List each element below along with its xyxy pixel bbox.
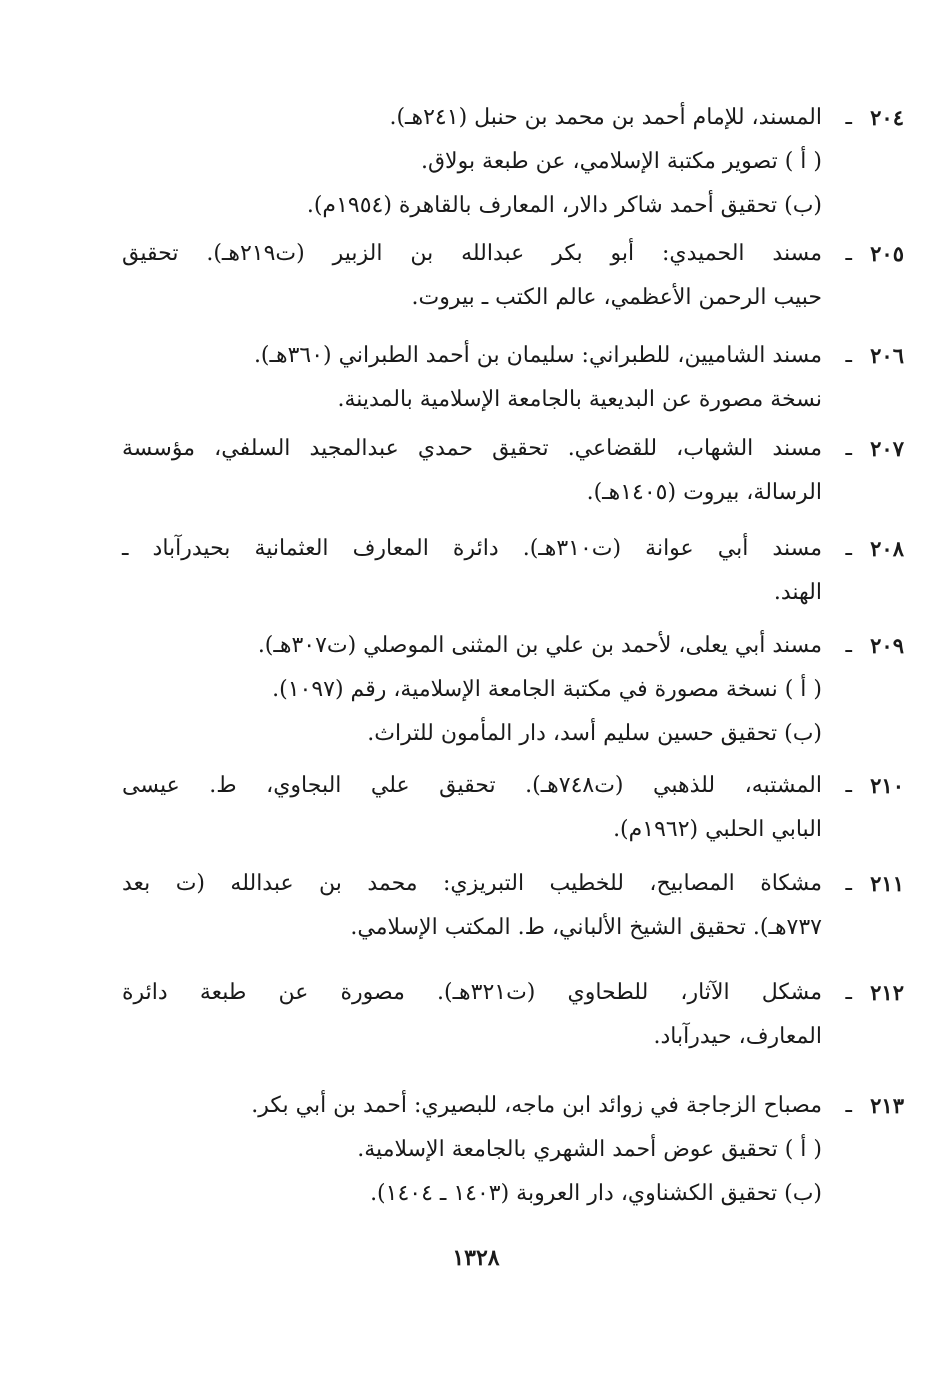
entry-text-line: مشكاة المصابيح، للخطيب التبريزي: محمد بن عبدالله (ت بعد <box>122 871 822 896</box>
bibliography-entry-213 <box>122 1084 904 1216</box>
bibliography-entry-205 <box>122 232 904 320</box>
entry-sub-item: (ب) تحقيق الكشناوي، دار العروبة (١٤٠٣ ـ ١٤٠٤). <box>370 1181 822 1206</box>
entry-text-line: مسند أبي عوانة (ت٣١٠هـ). دائرة المعارف العثمانية بحيدرآباد ـ <box>122 536 822 561</box>
entry-sub-item: ( أ ) تصوير مكتبة الإسلامي، عن طبعة بولاق. <box>420 149 822 174</box>
entry-number: ٢١١ <box>870 871 904 896</box>
entry-number: ٢٠٨ <box>870 536 904 561</box>
entry-number: ٢٠٦ <box>870 343 904 368</box>
bibliography-entry-209 <box>122 624 904 756</box>
entry-dash: ـ <box>845 436 852 461</box>
bibliography-entry-210 <box>122 764 904 852</box>
entry-dash: ـ <box>845 1093 852 1118</box>
entry-dash: ـ <box>845 536 852 561</box>
bibliography-entry-207 <box>122 427 904 515</box>
bibliography-entry-206 <box>122 334 904 422</box>
entry-number: ٢١٣ <box>870 1093 904 1118</box>
entry-number: ٢١٢ <box>870 980 904 1005</box>
entry-dash: ـ <box>845 871 852 896</box>
entry-text-line: نسخة مصورة عن البديعية بالجامعة الإسلامية بالمدينة. <box>337 387 822 412</box>
entry-sub-item: (ب) تحقيق أحمد شاكر دالار، المعارف بالقاهرة (١٩٥٤م). <box>306 193 822 218</box>
entry-number: ٢٠٥ <box>870 241 904 266</box>
entry-text-line: البابي الحلبي (١٩٦٢م). <box>613 817 822 842</box>
entry-text-line: المشتبه، للذهبي (ت٧٤٨هـ). تحقيق علي البجاوي، ط. عيسى <box>122 773 822 798</box>
entry-sub-item: ( أ ) نسخة مصورة في مكتبة الجامعة الإسلامية، رقم (١٠٩٧). <box>272 677 822 702</box>
bibliography-entry-211 <box>122 862 904 950</box>
entry-number: ٢٠٤ <box>870 105 904 130</box>
entry-text-line: الهند. <box>773 580 822 605</box>
entry-number: ٢١٠ <box>870 773 904 798</box>
entry-dash: ـ <box>845 343 852 368</box>
bibliography-entry-208 <box>122 527 904 615</box>
entry-text-line: مسند الشاميين، للطبراني: سليمان بن أحمد الطبراني (٣٦٠هـ). <box>253 343 822 368</box>
page-number: ١٣٢٨ <box>452 1245 500 1271</box>
entry-text-line: مسند الشهاب، للقضاعي. تحقيق حمدي عبدالمجيد السلفي، مؤسسة <box>122 436 822 461</box>
entry-sub-item: (ب) تحقيق حسين سليم أسد، دار المأمون للتراث. <box>367 721 822 746</box>
entry-text-line: مشكل الآثار، للطحاوي (ت٣٢١هـ). مصورة عن طبعة دائرة <box>122 980 822 1005</box>
entry-text-line: مصباح الزجاجة في زوائد ابن ماجه، للبصيري: أحمد بن أبي بكر. <box>251 1093 822 1118</box>
entry-text-line: المعارف، حيدرآباد. <box>653 1024 822 1049</box>
entry-text-line: المسند، للإمام أحمد بن محمد بن حنبل (٢٤١هـ). <box>389 105 822 130</box>
entry-text-line: حبيب الرحمن الأعظمي، عالم الكتب ـ بيروت. <box>411 285 822 310</box>
entry-dash: ـ <box>845 980 852 1005</box>
entry-dash: ـ <box>845 105 852 130</box>
entry-dash: ـ <box>845 241 852 266</box>
entry-number: ٢٠٧ <box>870 436 904 461</box>
entry-text-line: مسند الحميدي: أبو بكر عبدالله بن الزبير (ت٢١٩هـ). تحقيق <box>122 241 822 266</box>
entry-dash: ـ <box>845 773 852 798</box>
entry-sub-item: ( أ ) تحقيق عوض أحمد الشهري بالجامعة الإسلامية. <box>357 1137 822 1162</box>
bibliography-entry-212 <box>122 971 904 1059</box>
entry-text-line: ٧٣٧هـ). تحقيق الشيخ الألباني، ط. المكتب الإسلامي. <box>350 915 822 940</box>
entry-dash: ـ <box>845 633 852 658</box>
entry-text-line: مسند أبي يعلى، لأحمد بن علي بن المثنى الموصلي (ت٣٠٧هـ). <box>257 633 822 658</box>
entry-text-line: الرسالة، بيروت (١٤٠٥هـ). <box>586 480 822 505</box>
bibliography-entry-204 <box>122 96 904 228</box>
entry-number: ٢٠٩ <box>870 633 904 658</box>
